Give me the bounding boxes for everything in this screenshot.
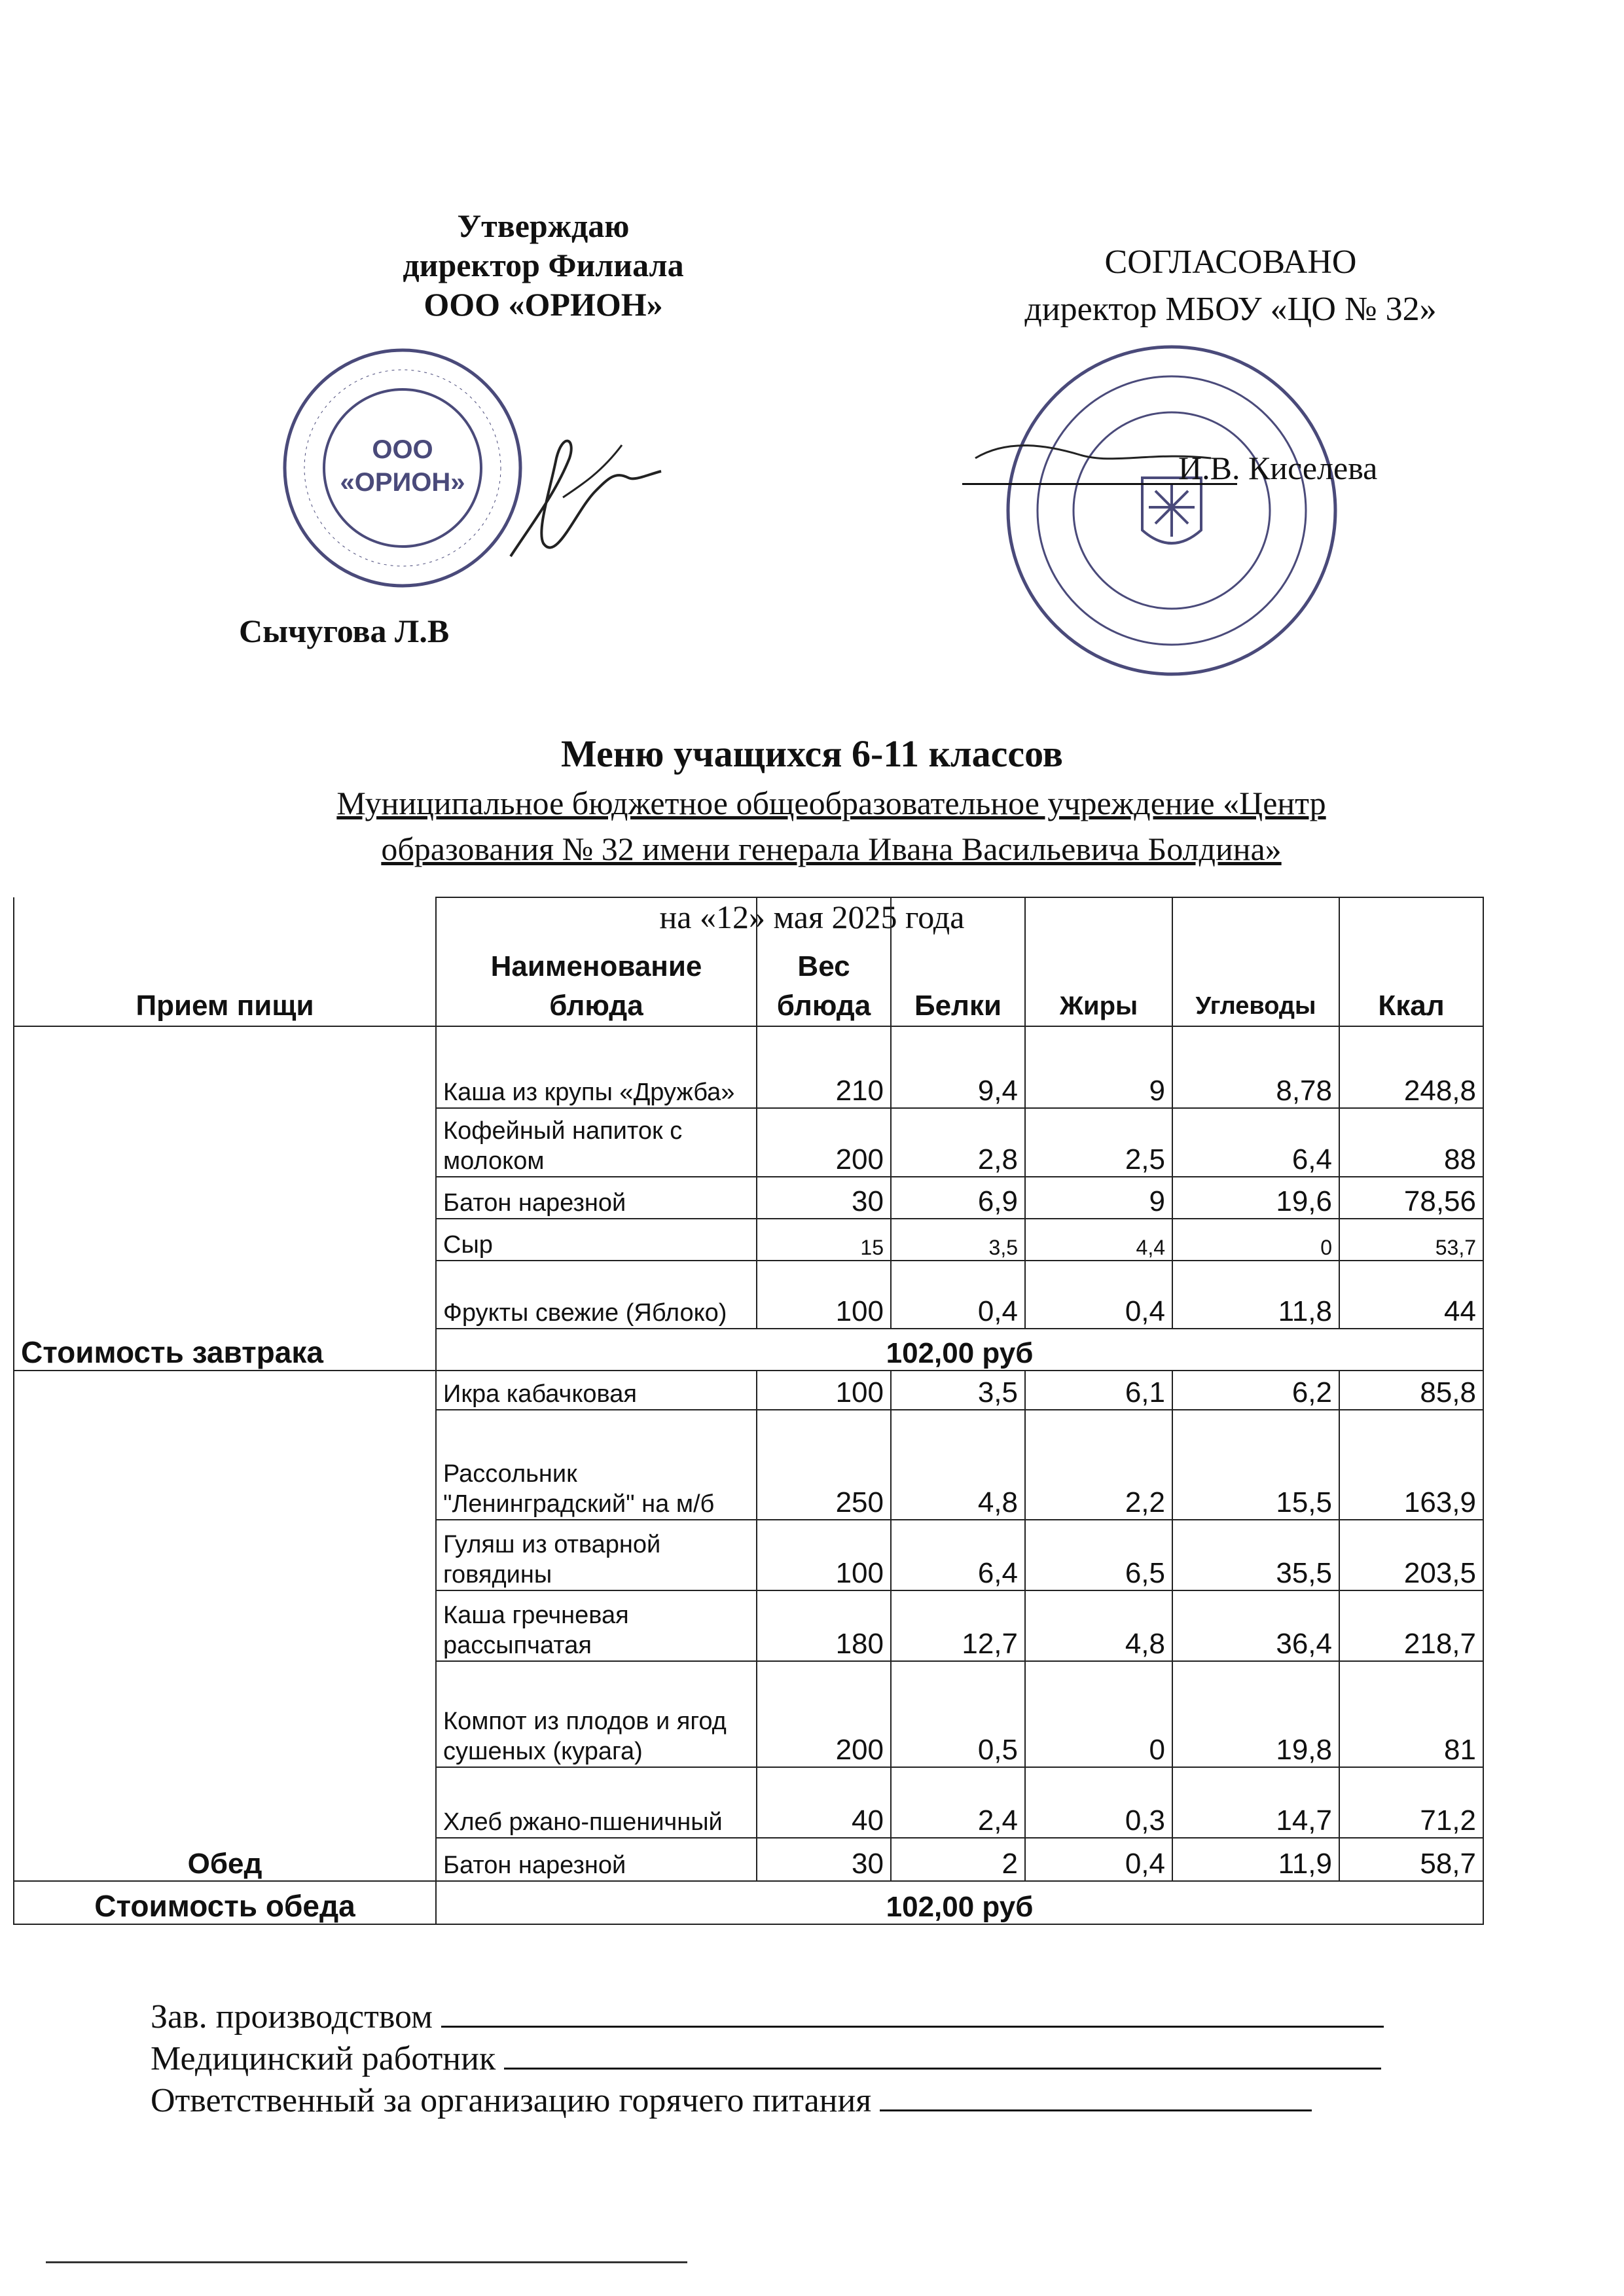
header-fat: Жиры xyxy=(1025,897,1172,1026)
signature-field xyxy=(504,2039,1381,2070)
dish-carbs: 11,9 xyxy=(1172,1838,1339,1881)
signature-label: Медицинский работник xyxy=(151,2040,496,2077)
dish-weight: 250 xyxy=(757,1410,891,1520)
signature-label: Зав. производством xyxy=(151,1998,433,2036)
approval-left xyxy=(249,206,838,324)
dish-name: Рассольник "Ленинградский" на м/б xyxy=(436,1410,757,1520)
dish-protein: 9,4 xyxy=(891,1026,1025,1108)
dish-fat: 2,2 xyxy=(1025,1410,1172,1520)
dish-protein: 3,5 xyxy=(891,1219,1025,1261)
dish-protein: 2,4 xyxy=(891,1767,1025,1838)
dish-carbs: 11,8 xyxy=(1172,1261,1339,1329)
approval-right xyxy=(936,239,1525,333)
signature-field xyxy=(880,2081,1312,2111)
header-protein: Белки xyxy=(891,897,1025,1026)
dish-name: Батон нарезной xyxy=(436,1177,757,1219)
dish-weight: 100 xyxy=(757,1371,891,1410)
dish-fat: 0,4 xyxy=(1025,1838,1172,1881)
menu-table xyxy=(13,897,1484,1925)
dish-weight: 100 xyxy=(757,1261,891,1329)
dish-kcal: 71,2 xyxy=(1339,1767,1483,1838)
dish-fat: 6,1 xyxy=(1025,1371,1172,1410)
dish-name: Фрукты свежие (Яблоко) xyxy=(436,1261,757,1329)
signature-block xyxy=(151,1996,1384,2122)
school-stamp-icon xyxy=(1001,340,1342,681)
lunch-cost-row xyxy=(14,1881,1483,1924)
dish-weight: 100 xyxy=(757,1520,891,1590)
dish-protein: 12,7 xyxy=(891,1590,1025,1661)
signature-field xyxy=(441,1997,1384,2028)
dish-name: Каша из крупы «Дружба» xyxy=(436,1026,757,1108)
dish-fat: 0,4 xyxy=(1025,1261,1172,1329)
header-weight: Вес блюда xyxy=(757,897,891,1026)
dish-protein: 3,5 xyxy=(891,1371,1025,1410)
dish-kcal: 163,9 xyxy=(1339,1410,1483,1520)
breakfast-meal-cell xyxy=(14,1026,436,1329)
dish-weight: 180 xyxy=(757,1590,891,1661)
dish-weight: 30 xyxy=(757,1838,891,1881)
dish-protein: 0,4 xyxy=(891,1261,1025,1329)
dish-kcal: 88 xyxy=(1339,1108,1483,1177)
dish-name: Батон нарезной xyxy=(436,1838,757,1881)
dish-fat: 2,5 xyxy=(1025,1108,1172,1177)
table-header-row xyxy=(14,897,1483,1026)
dish-weight: 200 xyxy=(757,1661,891,1767)
dish-name: Хлеб ржано-пшеничный xyxy=(436,1767,757,1838)
header-kcal: Ккал xyxy=(1339,897,1483,1026)
dish-fat: 4,4 xyxy=(1025,1219,1172,1261)
table-row xyxy=(14,1371,1483,1410)
approval-right-line2: директор МБОУ «ЦО № 32» xyxy=(1024,291,1437,328)
page-title: Меню учащихся 6-11 классов xyxy=(561,732,1063,775)
dish-kcal: 78,56 xyxy=(1339,1177,1483,1219)
approval-left-line2: директор Филиала xyxy=(403,247,684,283)
signature-row xyxy=(151,2080,1384,2122)
dish-kcal: 81 xyxy=(1339,1661,1483,1767)
orion-stamp-icon xyxy=(278,344,527,592)
signature-row xyxy=(151,1996,1384,2038)
dish-weight: 210 xyxy=(757,1026,891,1108)
approval-right-line1: СОГЛАСОВАНО xyxy=(1104,243,1357,281)
dish-carbs: 8,78 xyxy=(1172,1026,1339,1108)
signature-left-icon xyxy=(497,419,668,569)
approval-left-line3: ООО «ОРИОН» xyxy=(424,286,663,323)
dish-kcal: 85,8 xyxy=(1339,1371,1483,1410)
dish-protein: 4,8 xyxy=(891,1410,1025,1520)
dish-fat: 6,5 xyxy=(1025,1520,1172,1590)
header-carbs: Углеводы xyxy=(1172,897,1339,1026)
dish-name: Компот из плодов и ягод сушеных (курага) xyxy=(436,1661,757,1767)
dish-name: Гуляш из отварной говядины xyxy=(436,1520,757,1590)
dish-name: Икра кабачковая xyxy=(436,1371,757,1410)
dish-carbs: 15,5 xyxy=(1172,1410,1339,1520)
dish-carbs: 6,4 xyxy=(1172,1108,1339,1177)
org-name xyxy=(196,780,1466,872)
header-dish: Наименование блюда xyxy=(436,897,757,1026)
dish-carbs: 6,2 xyxy=(1172,1371,1339,1410)
signature-label: Ответственный за организацию горячего питания xyxy=(151,2082,872,2119)
lunch-cost-label: Стоимость обеда xyxy=(14,1881,436,1924)
dish-carbs: 35,5 xyxy=(1172,1520,1339,1590)
stamp-center-line2: «ОРИОН» xyxy=(340,468,465,497)
dish-kcal: 248,8 xyxy=(1339,1026,1483,1108)
signer-right: И.В. Киселева xyxy=(1178,450,1378,486)
dish-fat: 0 xyxy=(1025,1661,1172,1767)
dish-weight: 30 xyxy=(757,1177,891,1219)
dish-weight: 15 xyxy=(757,1219,891,1261)
lunch-meal-label: Обед xyxy=(14,1371,436,1881)
breakfast-cost-row xyxy=(14,1329,1483,1371)
dish-carbs: 14,7 xyxy=(1172,1767,1339,1838)
footer-line xyxy=(46,2261,687,2263)
dish-weight: 200 xyxy=(757,1108,891,1177)
dish-kcal: 203,5 xyxy=(1339,1520,1483,1590)
header-meal: Прием пищи xyxy=(14,897,436,1026)
dish-kcal: 53,7 xyxy=(1339,1219,1483,1261)
dish-carbs: 0 xyxy=(1172,1219,1339,1261)
dish-protein: 6,9 xyxy=(891,1177,1025,1219)
dish-carbs: 19,8 xyxy=(1172,1661,1339,1767)
menu-date: на «12» мая 2025 года xyxy=(659,899,965,935)
dish-protein: 2,8 xyxy=(891,1108,1025,1177)
dish-kcal: 58,7 xyxy=(1339,1838,1483,1881)
lunch-cost-value: 102,00 руб xyxy=(436,1881,1483,1924)
dish-protein: 2 xyxy=(891,1838,1025,1881)
signer-left: Сычугова Л.В xyxy=(239,613,450,649)
dish-carbs: 36,4 xyxy=(1172,1590,1339,1661)
dish-name: Каша гречневая рассыпчатая xyxy=(436,1590,757,1661)
dish-name: Сыр xyxy=(436,1219,757,1261)
dish-name: Кофейный напиток с молоком xyxy=(436,1108,757,1177)
org-line2: образования № 32 имени генерала Ивана Васильевича Болдина» xyxy=(381,831,1282,867)
dish-kcal: 218,7 xyxy=(1339,1590,1483,1661)
org-line1: Муниципальное бюджетное общеобразовательное учреждение «Центр xyxy=(336,785,1326,821)
dish-fat: 9 xyxy=(1025,1026,1172,1108)
table-row xyxy=(14,1026,1483,1108)
dish-kcal: 44 xyxy=(1339,1261,1483,1329)
dish-fat: 9 xyxy=(1025,1177,1172,1219)
dish-carbs: 19,6 xyxy=(1172,1177,1339,1219)
signature-row xyxy=(151,2038,1384,2080)
breakfast-cost-value: 102,00 руб xyxy=(436,1329,1483,1371)
dish-protein: 0,5 xyxy=(891,1661,1025,1767)
dish-protein: 6,4 xyxy=(891,1520,1025,1590)
stamp-center-line1: ООО xyxy=(372,435,433,464)
dish-fat: 0,3 xyxy=(1025,1767,1172,1838)
approval-left-line1: Утверждаю xyxy=(457,207,630,244)
dish-weight: 40 xyxy=(757,1767,891,1838)
breakfast-cost-label: Стоимость завтрака xyxy=(14,1329,436,1371)
dish-fat: 4,8 xyxy=(1025,1590,1172,1661)
